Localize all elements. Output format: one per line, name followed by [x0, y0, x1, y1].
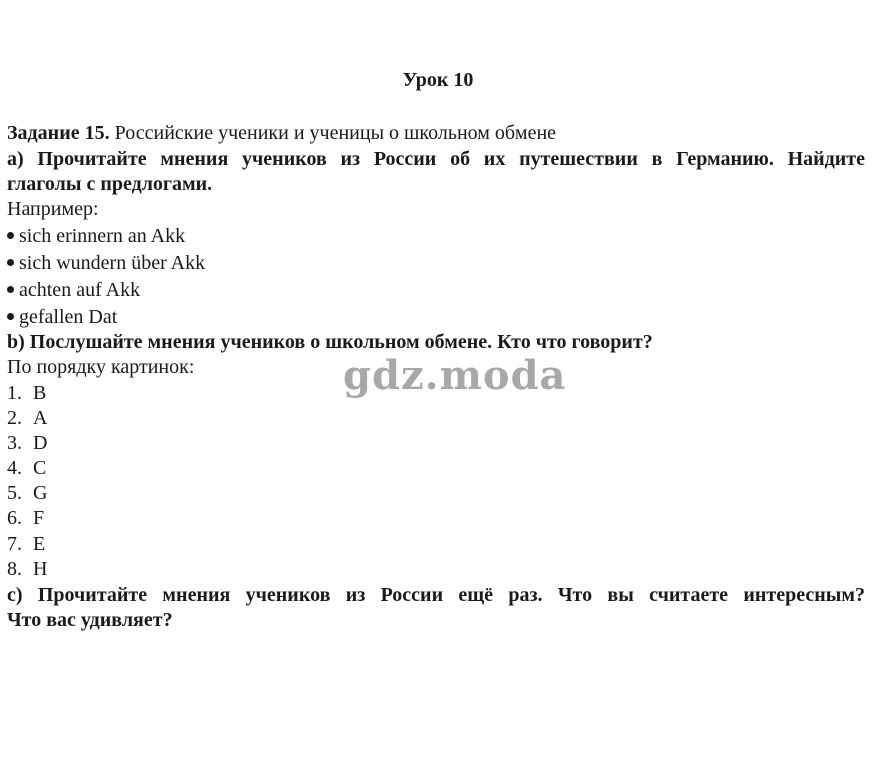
- part-a-instruction-line2: глаголы с предлогами.: [7, 173, 213, 195]
- example-item: sich erinnern an Akk: [7, 224, 185, 248]
- task-heading: [7, 121, 556, 145]
- task-heading-text: Российские ученики и ученицы о школьном обмене: [114, 122, 557, 144]
- part-c-instruction-line1: c) Прочитайте мнения учеников из России ещё раз. Что вы считаете интересным?: [7, 584, 865, 606]
- task-number: Задание 15.: [7, 122, 110, 144]
- lesson-title: Урок 10: [402, 69, 474, 91]
- answer-item: 5. G: [7, 482, 48, 504]
- example-item: sich wundern über Akk: [7, 251, 205, 275]
- bullet-icon: [7, 232, 14, 239]
- example-item: achten auf Akk: [7, 278, 140, 302]
- bullet-icon: [7, 313, 14, 320]
- order-label: По порядку картинок:: [7, 356, 195, 378]
- example-label: Например:: [7, 198, 99, 220]
- bullet-icon: [7, 286, 14, 293]
- bullet-icon: [7, 259, 14, 266]
- answer-item: 8. H: [7, 558, 48, 580]
- part-c-instruction-line2: Что вас удивляет?: [7, 609, 173, 631]
- answer-item: 7. E: [7, 533, 46, 555]
- part-b-instruction: b) Послушайте мнения учеников о школьном обмене. Кто что говорит?: [7, 331, 653, 353]
- answer-item: 6. F: [7, 507, 45, 529]
- answer-item: 1. B: [7, 382, 47, 404]
- answer-item: 2. A: [7, 407, 48, 429]
- part-a-instruction-line1: a) Прочитайте мнения учеников из России об их путешествии в Германию. Найдите: [7, 148, 865, 170]
- example-item: gefallen Dat: [7, 305, 117, 329]
- answer-item: 4. C: [7, 457, 47, 479]
- answer-item: 3. D: [7, 432, 48, 454]
- site-watermark: gdz.moda: [343, 352, 567, 399]
